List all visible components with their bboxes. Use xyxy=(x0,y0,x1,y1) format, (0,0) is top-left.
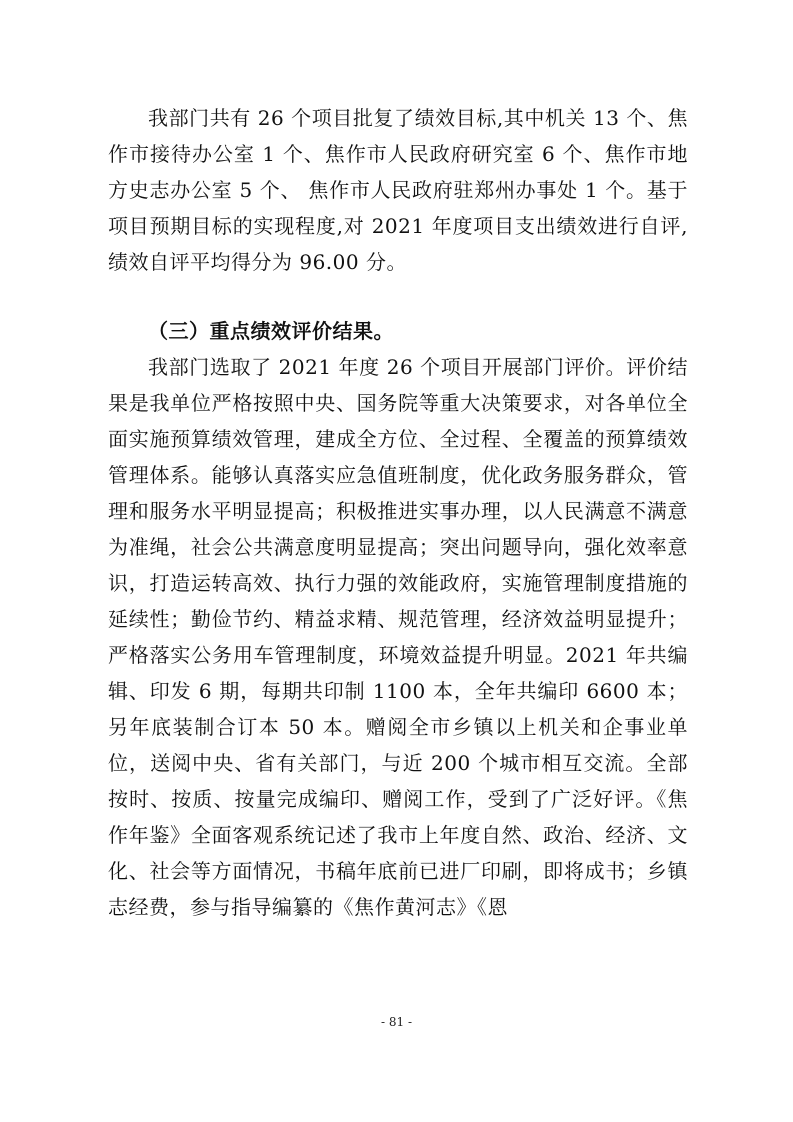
paragraph-performance-targets: 我部门共有 26 个项目批复了绩效目标,其中机关 13 个、焦作市接待办公室 1 个、焦作市人民政府研究室 6 个、焦作市地方史志办公室 5 个、 焦作市人民政府驻郑州办事处 1 个。基于项目预期目标的实现程度,对 2021 年度项目支出绩效进行自评,绩效自评平均得分为 96.00 分。 xyxy=(108,106,688,274)
page-number: - 81 - xyxy=(380,1015,412,1029)
paragraph-evaluation-results: 我部门选取了 2021 年度 26 个项目开展部门评价。评价结果是我单位严格按照中央、国务院等重大决策要求，对各单位全面实施预算绩效管理，建成全方位、全过程、全覆盖的预算绩效管理体系。能够认真落实应急值班制度，优化政务服务群众，管理和服务水平明显提高；积极推进实事办理，以人民满意不满意为准绳，社会公共满意度明显提高；突出问题导向，强化效率意识，打造运转高效、执行力强的效能政府，实施管理制度措施的延续性；勤俭节约、精益求精、规范管理，经济效益明显提升；严格落实公务用车管理制度，环境效益提升明显。2021 年共编辑、印发 6 期，每期共印制 1100 本，全年共编印 6600 本；另年底装制合订本 50 本。赠阅全市乡镇以上机关和企事业单位，送阅中央、省有关部门，与近 200 个城市相互交流。全部按时、按质、按量完成编印、赠阅工作，受到了广泛好评。《焦作年鉴》全面客观系统记述了我市上年度自然、政治、经济、文化、社会等方面情况，书稿年底前已进厂印刷，即将成书；乡镇志经费，参与指导编纂的《焦作黄河志》《恩 xyxy=(108,355,688,919)
section-heading-key-evaluation-results: （三）重点绩效评价结果。 xyxy=(148,319,394,343)
